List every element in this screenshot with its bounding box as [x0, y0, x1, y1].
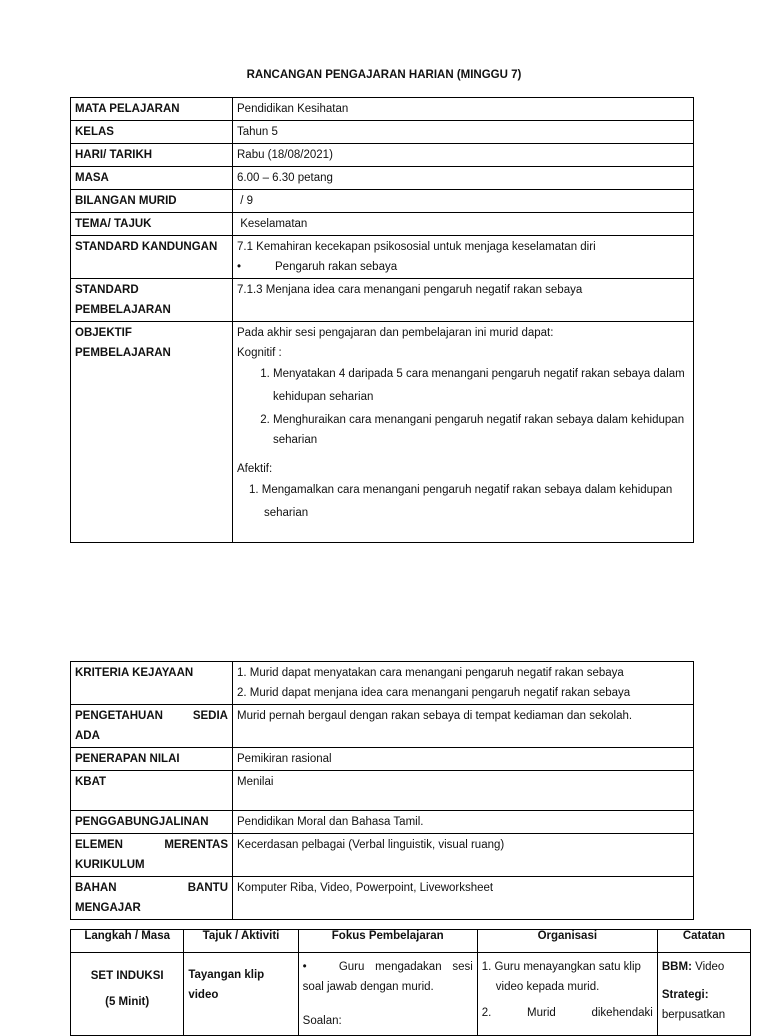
organisasi-text: 2. Murid dikehendaki — [481, 1007, 653, 1019]
standard-kandungan-line: 7.1 Kemahiran kecekapan psikososial untuk menjaga keselamatan diri — [237, 241, 596, 253]
field-label — [71, 322, 233, 543]
table-row — [71, 144, 694, 167]
catatan-value: Video — [695, 961, 725, 973]
table-row — [71, 322, 694, 543]
field-label — [71, 834, 233, 877]
organisasi-cell — [477, 953, 657, 1036]
label-line: PEMBELAJARAN — [75, 304, 171, 316]
column-header: Organisasi — [477, 930, 657, 953]
field-value: 7.1.3 Menjana idea cara menangani pengaruh negatif rakan sebaya — [233, 279, 694, 322]
label-line: KURIKULUM — [75, 859, 145, 871]
column-header: Fokus Pembelajaran — [298, 930, 477, 953]
table-row — [71, 811, 694, 834]
column-header: Langkah / Masa — [71, 930, 184, 953]
catatan-value: berpusatkan — [661, 1009, 726, 1021]
lesson-info-table — [70, 97, 694, 543]
catatan-bbm — [662, 957, 746, 977]
tajuk-text: video — [188, 989, 219, 1001]
catatan-label: BBM: — [661, 961, 692, 973]
catatan-cell — [657, 953, 750, 1036]
tajuk-text: Tayangan klip — [188, 969, 265, 981]
field-label — [71, 705, 233, 748]
field-value — [233, 662, 694, 705]
field-label — [71, 877, 233, 920]
label-line: ADA — [75, 730, 100, 742]
table-row — [71, 236, 694, 279]
kriteria-line: 1. Murid dapat menyatakan cara menangani pengaruh negatif rakan sebaya — [237, 667, 624, 679]
table-row — [71, 834, 694, 877]
field-value: / 9 — [233, 190, 694, 213]
table-row — [71, 953, 751, 1036]
afektif-heading: Afektif: — [237, 463, 273, 475]
fokus-text: Soalan: — [302, 1015, 342, 1027]
field-value — [233, 236, 694, 279]
field-label: TEMA/ TAJUK — [71, 213, 233, 236]
field-value: Pendidikan Moral dan Bahasa Tamil. — [233, 811, 694, 834]
kriteria-line: 2. Murid dapat menjana idea cara menangani pengaruh negatif rakan sebaya — [237, 687, 631, 699]
table-row — [71, 213, 694, 236]
field-label: HARI/ TARIKH — [71, 144, 233, 167]
field-label: KBAT — [71, 771, 233, 811]
table-row — [71, 98, 694, 121]
label-line: MENGAJAR — [75, 902, 141, 914]
bullet-item — [237, 257, 689, 277]
field-label: MATA PELAJARAN — [71, 98, 233, 121]
fokus-text: • Guru mengadakan sesi — [302, 961, 473, 973]
langkah-text: SET INDUKSI — [90, 970, 164, 982]
list-item: 1. Menyatakan 4 daripada 5 cara menangani pengaruh negatif rakan sebaya dalam kehidupan seharian — [273, 363, 689, 409]
lesson-details-table — [70, 661, 694, 920]
activity-table — [70, 929, 751, 1036]
column-header: Tajuk / Aktiviti — [184, 930, 298, 953]
label-word: BANTU — [187, 882, 228, 894]
kognitif-heading: Kognitif : — [237, 347, 282, 359]
afektif-item-cont: seharian — [264, 507, 309, 519]
field-label: PENGGABUNGJALINAN — [71, 811, 233, 834]
field-label: STANDARD KANDUNGAN — [71, 236, 233, 279]
bullet-marker: • — [237, 261, 242, 273]
table-row — [71, 279, 694, 322]
field-label: BILANGAN MURID — [71, 190, 233, 213]
label-word: ELEMEN — [75, 839, 123, 851]
label-line: PEMBELAJARAN — [75, 347, 171, 359]
fokus-cell — [298, 953, 477, 1036]
field-label: PENERAPAN NILAI — [71, 748, 233, 771]
field-value: Pemikiran rasional — [233, 748, 694, 771]
field-value: Menilai — [233, 771, 694, 811]
langkah-cell — [71, 953, 184, 1036]
table-row — [71, 748, 694, 771]
label-line: STANDARD — [75, 284, 139, 296]
table-row — [71, 662, 694, 705]
field-value: Rabu (18/08/2021) — [233, 144, 694, 167]
field-label: KRITERIA KEJAYAAN — [71, 662, 233, 705]
field-value — [233, 322, 694, 543]
label-word: PENGETAHUAN — [75, 710, 163, 722]
field-label — [71, 279, 233, 322]
page-title: RANCANGAN PENGAJARAN HARIAN (MINGGU 7) — [246, 69, 522, 81]
field-value: Murid pernah bergaul dengan rakan sebaya di tempat kediaman dan sekolah. — [233, 705, 694, 748]
label-word: BAHAN — [75, 882, 117, 894]
label-word: MERENTAS — [164, 839, 228, 851]
column-header: Catatan — [657, 930, 750, 953]
field-value: Komputer Riba, Video, Powerpoint, Liveworksheet — [233, 877, 694, 920]
fokus-text: soal jawab dengan murid. — [302, 981, 434, 993]
afektif-item: 1. Mengamalkan cara menangani pengaruh negatif rakan sebaya dalam kehidupan — [249, 484, 673, 496]
organisasi-text: 1. Guru menayangkan satu klip — [481, 961, 641, 973]
tajuk-cell — [184, 953, 298, 1036]
table-row — [71, 877, 694, 920]
field-value: Kecerdasan pelbagai (Verbal linguistik, visual ruang) — [233, 834, 694, 877]
bullet-text: Pengaruh rakan sebaya — [275, 261, 398, 273]
table-row — [71, 705, 694, 748]
table-row — [71, 167, 694, 190]
table-header-row — [71, 930, 751, 953]
field-label: KELAS — [71, 121, 233, 144]
objektif-intro: Pada akhir sesi pengajaran dan pembelajaran ini murid dapat: — [237, 327, 554, 339]
organisasi-text: video kepada murid. — [495, 981, 600, 993]
masa-text: (5 Minit) — [105, 996, 150, 1008]
label-line: OBJEKTIF — [75, 327, 132, 339]
field-value: Tahun 5 — [233, 121, 694, 144]
kognitif-list — [237, 363, 689, 450]
label-word: SEDIA — [192, 710, 228, 722]
field-value: 6.00 – 6.30 petang — [233, 167, 694, 190]
list-item: 2. Menghuraikan cara menangani pengaruh negatif rakan sebaya dalam kehidupan seharian — [273, 410, 689, 450]
field-value: Keselamatan — [233, 213, 694, 236]
table-row — [71, 190, 694, 213]
field-value: Pendidikan Kesihatan — [233, 98, 694, 121]
catatan-label: Strategi: — [661, 989, 709, 1001]
table-row — [71, 771, 694, 811]
table-row — [71, 121, 694, 144]
field-label: MASA — [71, 167, 233, 190]
